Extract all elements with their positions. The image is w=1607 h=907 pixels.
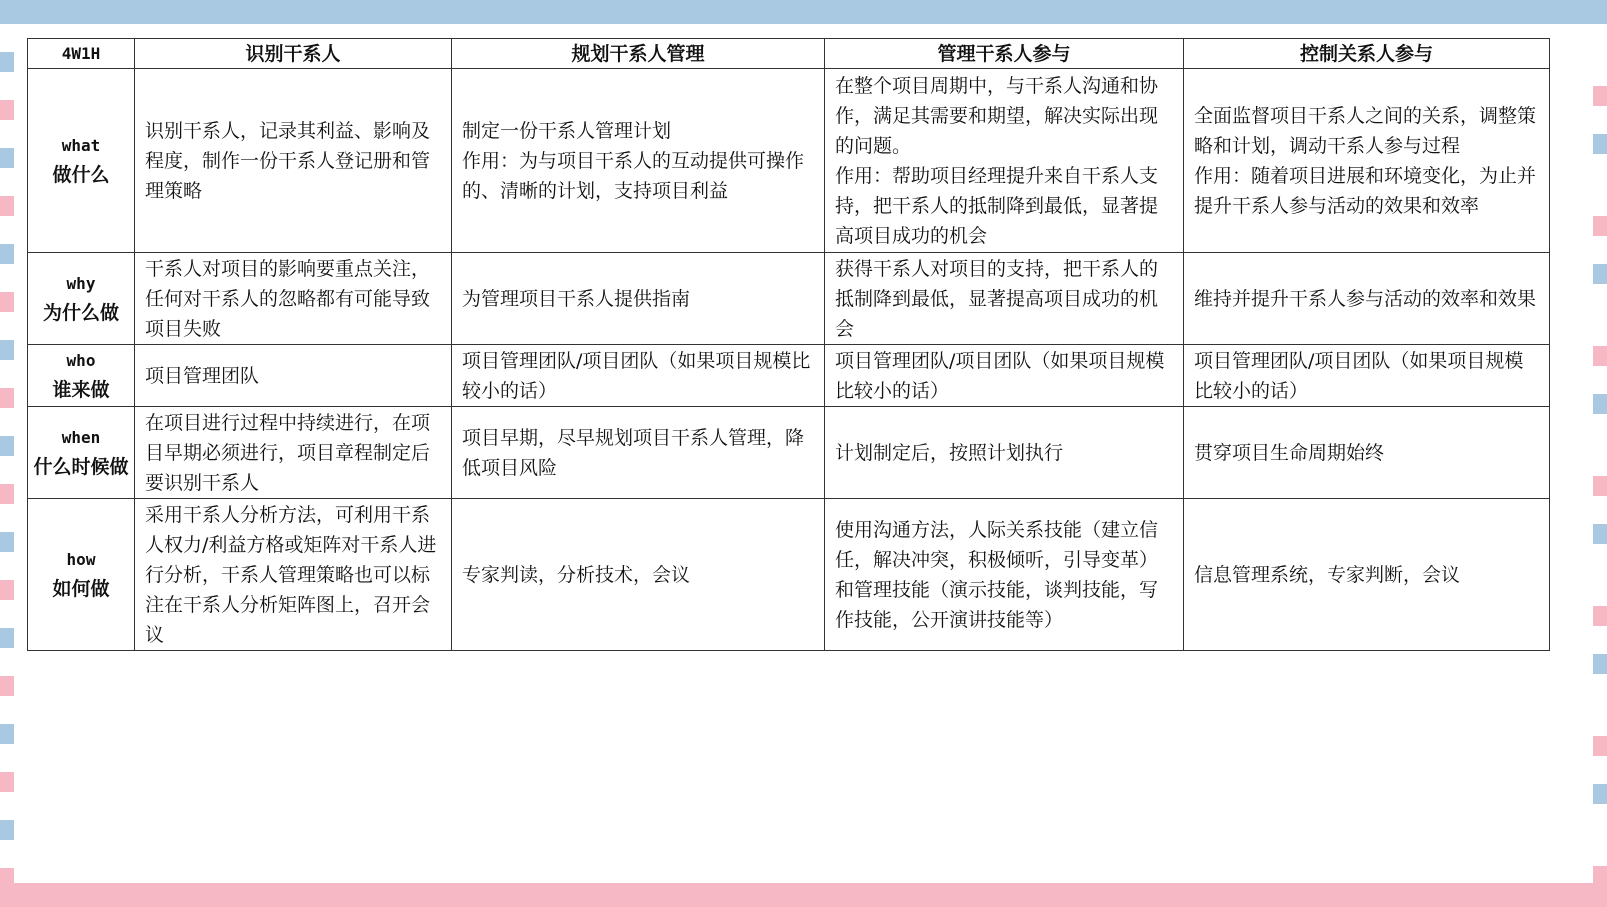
table-cell: 贯穿项目生命周期始终 [1184, 407, 1550, 499]
table-cell: 在项目进行过程中持续进行，在项目早期必须进行，项目章程制定后要识别干系人 [135, 407, 452, 499]
stakeholder-4w1h-table [27, 38, 1550, 651]
row-label-zh: 谁来做 [52, 378, 110, 401]
row-label-zh: 为什么做 [42, 301, 119, 324]
table-cell: 计划制定后，按照计划执行 [825, 407, 1184, 499]
row-label-when [28, 407, 135, 499]
table-cell: 项目管理团队/项目团队（如果项目规模比较小的话） [825, 345, 1184, 407]
table-cell: 获得干系人对项目的支持，把干系人的抵制降到最低，显著提高项目成功的机会 [825, 253, 1184, 345]
header-manage-stakeholder-engagement: 管理干系人参与 [825, 39, 1184, 69]
row-label-how [28, 499, 135, 651]
frame-top-band [0, 0, 1607, 24]
table-cell: 维持并提升干系人参与活动的效率和效果 [1184, 253, 1550, 345]
frame-right-stripes [1593, 24, 1607, 883]
row-label-zh: 如何做 [52, 577, 110, 600]
table-cell: 采用干系人分析方法，可利用干系人权力/利益方格或矩阵对干系人进行分析，干系人管理策略也可以标注在干系人分析矩阵图上，召开会议 [135, 499, 452, 651]
row-label-en: how [66, 549, 96, 569]
table-row-why [28, 253, 1550, 345]
table-cell: 为管理项目干系人提供指南 [452, 253, 825, 345]
table-cell: 全面监督项目干系人之间的关系，调整策略和计划，调动干系人参与过程 作用：随着项目进展和环境变化，为止并提升干系人参与活动的效果和效率 [1184, 69, 1550, 253]
table-cell: 使用沟通方法，人际关系技能（建立信任，解决冲突，积极倾听，引导变革）和管理技能（演示技能，谈判技能，写作技能，公开演讲技能等） [825, 499, 1184, 651]
row-label-en: when [61, 427, 101, 447]
table-header-row [28, 39, 1550, 69]
table-cell: 项目管理团队 [135, 345, 452, 407]
row-label-why [28, 253, 135, 345]
row-label-en: why [66, 273, 96, 293]
table-row-what [28, 69, 1550, 253]
header-4w1h: 4W1H [28, 39, 135, 69]
table-cell: 制定一份干系人管理计划 作用：为与项目干系人的互动提供可操作的、清晰的计划，支持项目利益 [452, 69, 825, 253]
table-row-when [28, 407, 1550, 499]
row-label-en: what [61, 135, 101, 155]
table-cell: 识别干系人，记录其利益、影响及程度，制作一份干系人登记册和管理策略 [135, 69, 452, 253]
table-cell: 专家判读，分析技术，会议 [452, 499, 825, 651]
table-cell: 干系人对项目的影响要重点关注，任何对干系人的忽略都有可能导致项目失败 [135, 253, 452, 345]
header-control-stakeholder-engagement: 控制关系人参与 [1184, 39, 1550, 69]
row-label-who [28, 345, 135, 407]
frame-left-stripes [0, 24, 14, 883]
row-label-zh: 什么时候做 [33, 455, 129, 478]
header-identify-stakeholders: 识别干系人 [135, 39, 452, 69]
table-cell: 项目早期，尽早规划项目干系人管理，降低项目风险 [452, 407, 825, 499]
row-label-what [28, 69, 135, 253]
table-cell: 项目管理团队/项目团队（如果项目规模比较小的话） [1184, 345, 1550, 407]
row-label-en: who [66, 350, 96, 370]
table-cell: 项目管理团队/项目团队（如果项目规模比较小的话） [452, 345, 825, 407]
row-label-zh: 做什么 [52, 163, 110, 186]
table-cell: 在整个项目周期中，与干系人沟通和协作，满足其需要和期望，解决实际出现的问题。 作用：帮助项目经理提升来自干系人支持，把干系人的抵制降到最低，显著提高项目成功的机会 [825, 69, 1184, 253]
header-plan-stakeholder-management: 规划干系人管理 [452, 39, 825, 69]
table-cell: 信息管理系统，专家判断，会议 [1184, 499, 1550, 651]
frame-bottom-band [0, 883, 1607, 907]
table-row-how [28, 499, 1550, 651]
table-row-who [28, 345, 1550, 407]
